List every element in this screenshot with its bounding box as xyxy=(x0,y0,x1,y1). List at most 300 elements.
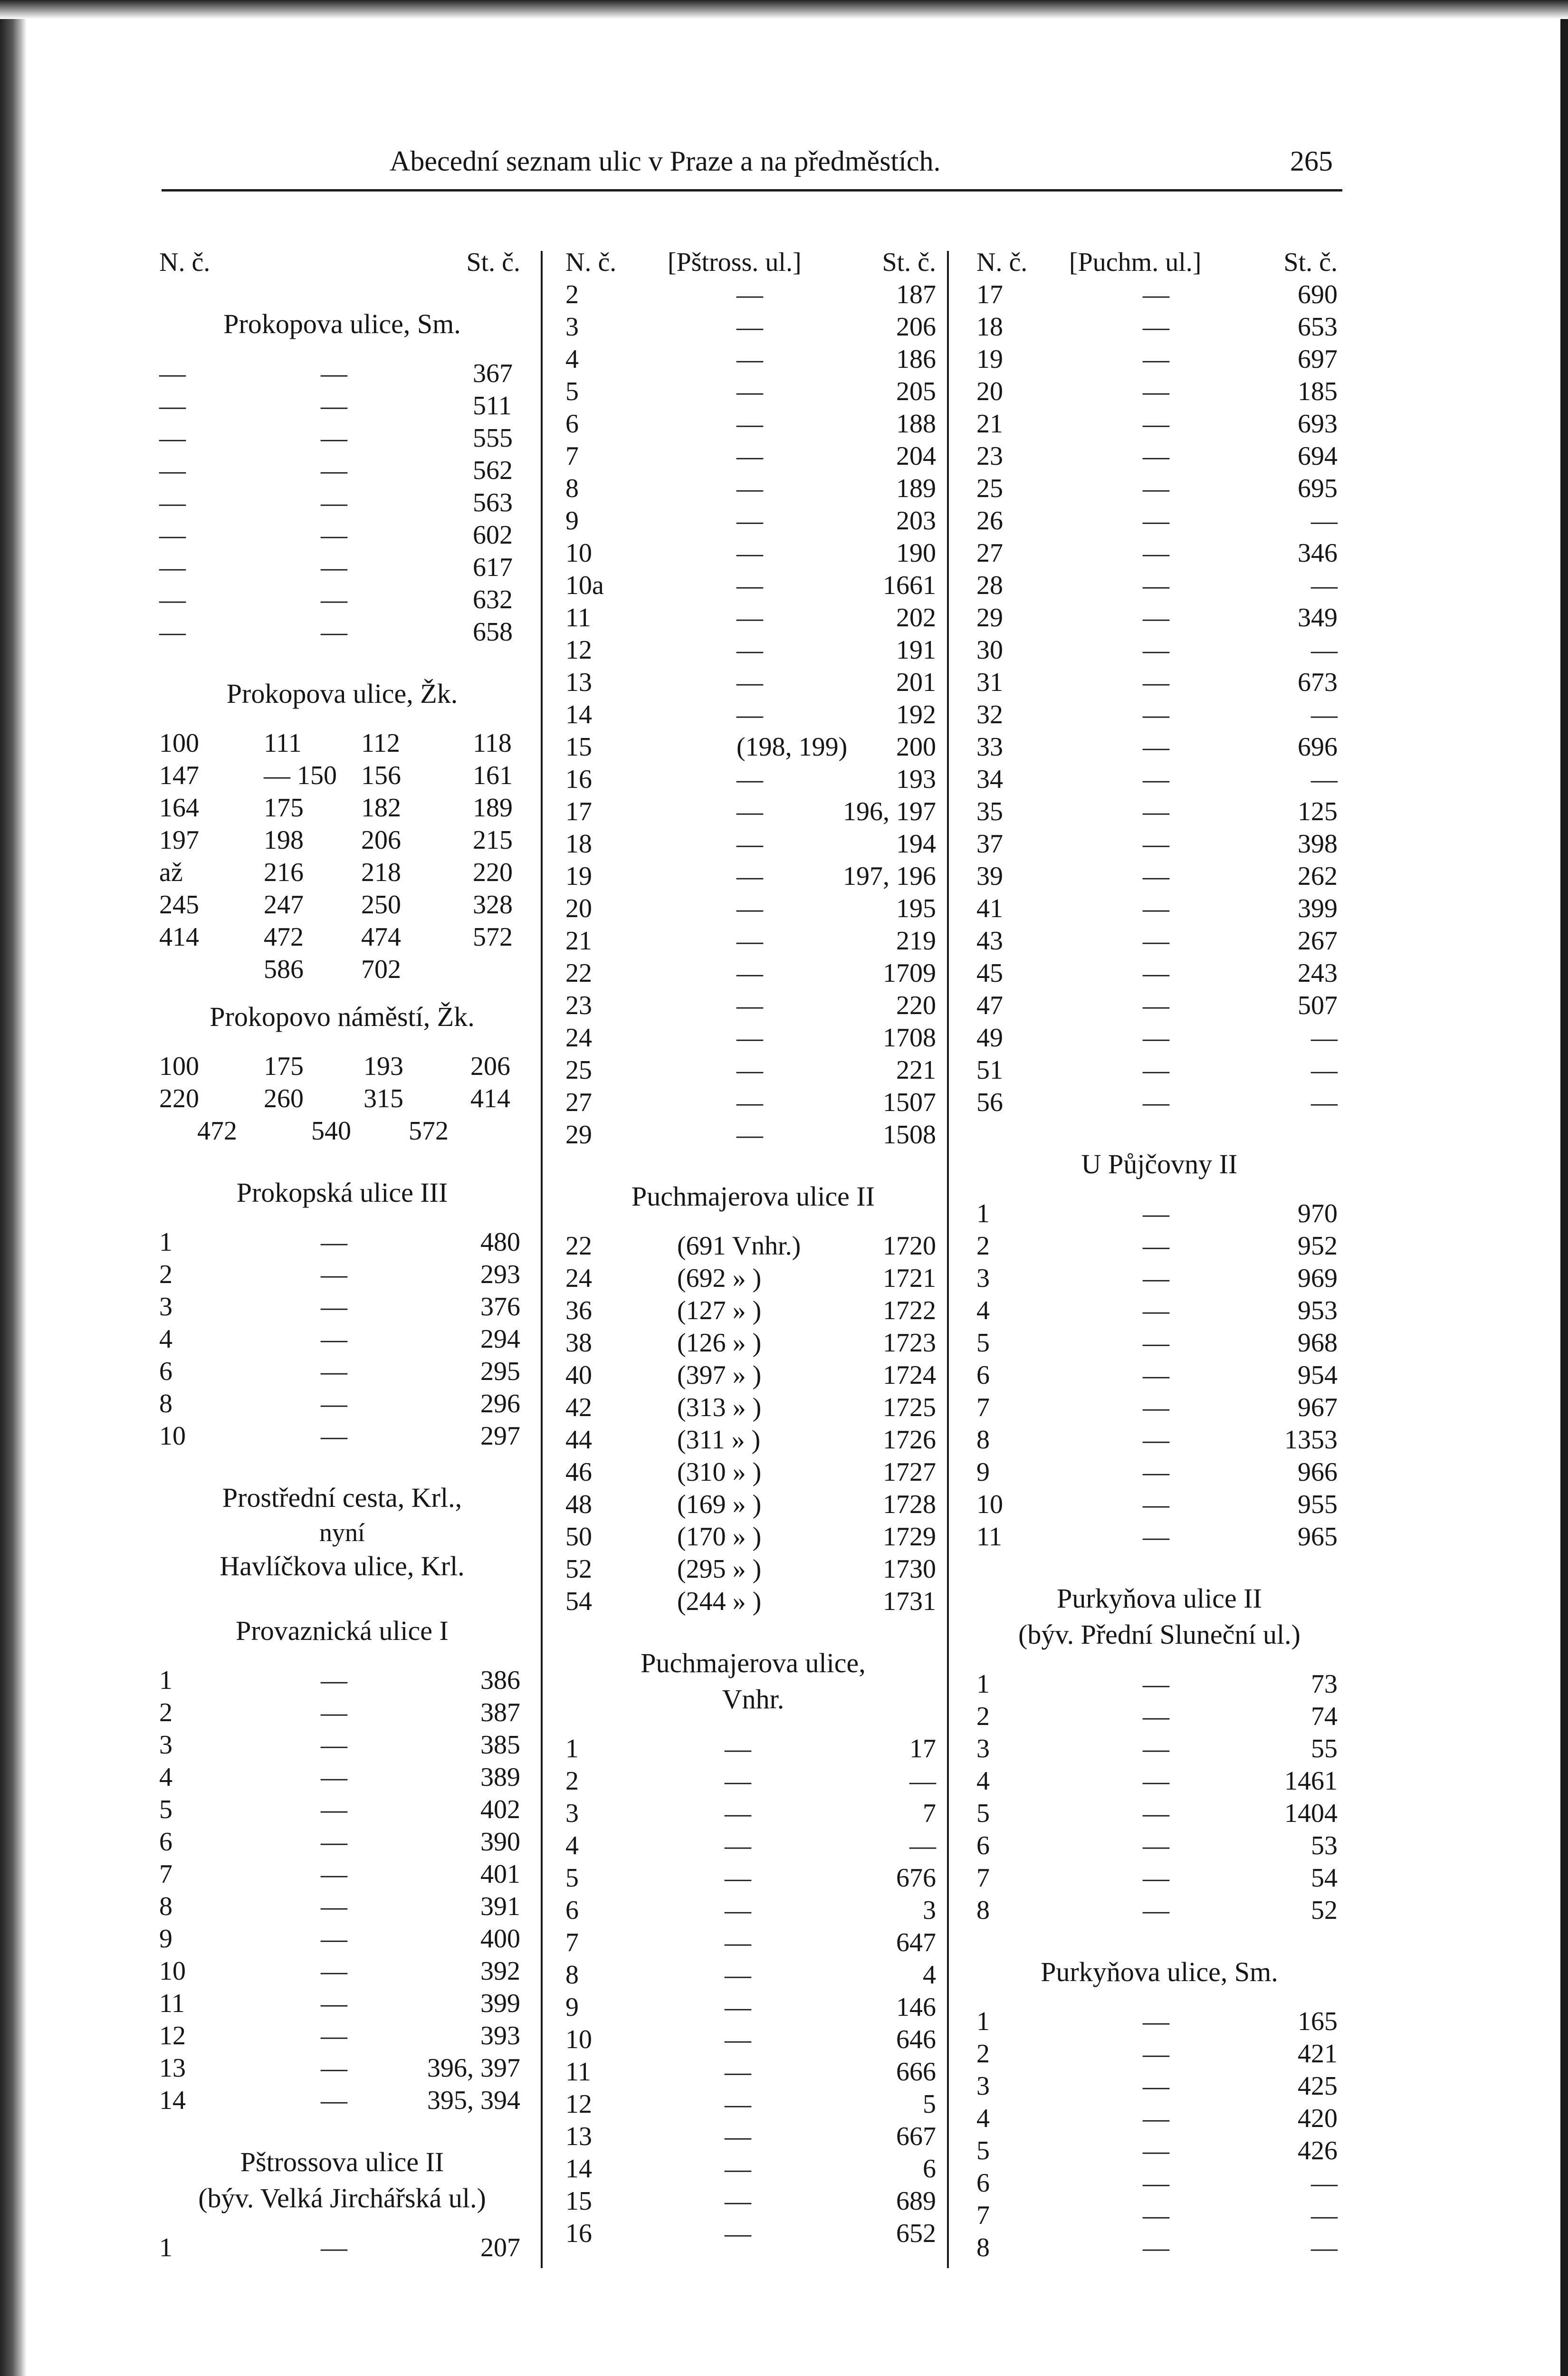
list-item xyxy=(976,409,1342,441)
street-continuation-label: [Pštross. ul.] xyxy=(668,248,802,277)
list-item xyxy=(976,603,1342,635)
dash: — xyxy=(1143,1264,1169,1293)
stc-value: — xyxy=(1311,2233,1338,2262)
prokopova-zk-grid xyxy=(159,728,525,987)
nc-value: 5 xyxy=(976,2136,990,2165)
section-title: Purkyňova ulice, Sm. xyxy=(1041,1956,1278,1987)
dash: — xyxy=(159,359,186,388)
dash: — xyxy=(725,2089,751,2119)
spacer xyxy=(159,714,525,728)
stc-value: 1661 xyxy=(883,571,936,600)
nc-value: 1 xyxy=(159,1666,172,1695)
stc-value: — xyxy=(1311,1055,1338,1085)
list-item xyxy=(159,1859,525,1891)
stc-label: St. č. xyxy=(882,248,936,277)
stc-value: 1726 xyxy=(883,1425,936,1455)
dash: — xyxy=(321,1956,347,1986)
dash: — xyxy=(1143,765,1169,794)
dash: — xyxy=(1143,1799,1169,1828)
stc-value: 1724 xyxy=(883,1360,936,1390)
nc-value: 7 xyxy=(976,1863,990,1893)
stc-value: — xyxy=(1311,506,1338,536)
nc-value: 27 xyxy=(565,1088,592,1117)
stc-value: 425 xyxy=(1298,2071,1338,2101)
pujcovny-list xyxy=(976,1198,1342,1554)
stc-value: 393 xyxy=(480,2021,520,2050)
stc-value: 53 xyxy=(1311,1831,1338,1860)
list-item xyxy=(565,1295,941,1328)
column-1 xyxy=(159,247,525,2265)
nc-value: 26 xyxy=(976,506,1003,536)
dash: — xyxy=(736,894,763,923)
stc-value: 400 xyxy=(480,1924,520,1954)
dash: — xyxy=(321,1989,347,2018)
stc-value: 389 xyxy=(480,1763,520,1792)
grid-cell: 472 xyxy=(197,1116,237,1146)
stc-value: 390 xyxy=(480,1827,520,1857)
list-item xyxy=(976,1830,1342,1863)
nc-value: 3 xyxy=(159,1730,172,1760)
provaznicka-list xyxy=(159,1665,525,2117)
stc-value: 146 xyxy=(896,1993,936,2022)
dash: — xyxy=(736,635,763,665)
list-item xyxy=(159,1292,525,1324)
list-item xyxy=(976,1895,1342,1927)
stc-value: 695 xyxy=(1298,474,1338,503)
dash: — xyxy=(159,617,186,647)
stc-value: 192 xyxy=(896,700,936,729)
stc-value: 696 xyxy=(1298,732,1338,762)
dash: — xyxy=(321,1730,347,1760)
nc-value: 21 xyxy=(976,409,1003,439)
list-item xyxy=(565,635,941,667)
stc-value: 658 xyxy=(473,617,513,647)
list-item xyxy=(976,2136,1342,2168)
dash: — xyxy=(736,991,763,1020)
list-item xyxy=(565,441,941,473)
stc-value: 952 xyxy=(1298,1231,1338,1261)
grid-cell: 220 xyxy=(473,858,513,887)
list-item xyxy=(565,1895,941,1927)
list-item xyxy=(976,312,1342,344)
dash: — xyxy=(1143,797,1169,826)
list-item xyxy=(565,2186,941,2218)
nc-value: 2 xyxy=(159,1260,172,1289)
nc-value: 11 xyxy=(565,603,591,632)
nc-value: 5 xyxy=(976,1799,990,1828)
stc-value: 507 xyxy=(1298,991,1338,1020)
nc-value: 7 xyxy=(976,2201,990,2230)
stc-value: 295 xyxy=(480,1357,520,1386)
section-title: Prokopova ulice, Sm. xyxy=(223,308,461,339)
nc-value: 14 xyxy=(159,2086,186,2115)
nc-value: 5 xyxy=(159,1795,172,1824)
dash: (295 » ) xyxy=(677,1554,762,1584)
stc-value: 392 xyxy=(480,1956,520,1986)
spacer xyxy=(976,1554,1342,1582)
section-title: Puchmajerova ulice, xyxy=(641,1648,866,1678)
dash: — xyxy=(321,1227,347,1257)
stc-value: 202 xyxy=(896,603,936,632)
nc-value: 2 xyxy=(159,1698,172,1727)
column-divider-2 xyxy=(947,251,949,2268)
grid-row xyxy=(159,1083,525,1116)
list-item xyxy=(976,2103,1342,2136)
dash: (397 » ) xyxy=(677,1360,762,1390)
dash: — xyxy=(321,1795,347,1824)
dash: — xyxy=(736,1023,763,1053)
list-item xyxy=(976,1522,1342,1554)
list-item xyxy=(565,1830,941,1863)
grid-cell: 100 xyxy=(159,728,199,758)
list-item xyxy=(976,2039,1342,2071)
nc-value: 49 xyxy=(976,1023,1003,1053)
stc-value: 367 xyxy=(473,359,513,388)
dash: — xyxy=(1143,603,1169,632)
nc-value: 4 xyxy=(976,2104,990,2133)
grid-row xyxy=(159,1051,525,1083)
grid-cell: 328 xyxy=(473,890,513,920)
list-item xyxy=(159,391,525,423)
dash: — xyxy=(736,829,763,859)
stc-label: St. č. xyxy=(1283,248,1338,277)
column-head xyxy=(976,247,1342,279)
list-item xyxy=(565,1522,941,1554)
nc-value: 51 xyxy=(976,1055,1003,1085)
nc-value: 2 xyxy=(565,1766,579,1796)
dash: — xyxy=(736,862,763,891)
list-item xyxy=(565,2024,941,2057)
stc-value: 1722 xyxy=(883,1296,936,1325)
nc-value: 35 xyxy=(976,797,1003,826)
list-item xyxy=(565,1457,941,1489)
nc-value: 10 xyxy=(159,1956,186,1986)
nc-value: 6 xyxy=(976,1831,990,1860)
list-item xyxy=(565,2089,941,2121)
grid-cell: 189 xyxy=(473,793,513,823)
grid-row xyxy=(159,825,525,857)
list-item xyxy=(159,617,525,649)
stc-value: 970 xyxy=(1298,1199,1338,1228)
dash: (313 » ) xyxy=(677,1393,762,1422)
grid-cell: 198 xyxy=(264,825,304,855)
grid-cell: 216 xyxy=(264,858,304,887)
dash: — xyxy=(736,700,763,729)
list-item xyxy=(976,732,1342,764)
list-item xyxy=(565,1554,941,1586)
dash: — xyxy=(1143,1896,1169,1925)
list-item xyxy=(159,1697,525,1730)
grid-cell: 702 xyxy=(361,955,401,984)
nc-value: 9 xyxy=(976,1457,990,1487)
nc-value: 48 xyxy=(565,1490,592,1519)
stc-value: 1721 xyxy=(883,1264,936,1293)
dash: — xyxy=(736,474,763,503)
nc-label: N. č. xyxy=(976,248,1028,277)
list-item xyxy=(976,1295,1342,1328)
nc-value: 4 xyxy=(159,1763,172,1792)
nc-value: 12 xyxy=(565,2089,592,2119)
stc-value: 1353 xyxy=(1284,1425,1338,1455)
dash: — xyxy=(1143,668,1169,697)
list-item xyxy=(565,409,941,441)
stc-value: — xyxy=(1311,700,1338,729)
nc-value: 44 xyxy=(565,1425,592,1455)
dash: — xyxy=(725,1863,751,1893)
grid-cell: 414 xyxy=(159,922,199,952)
list-item xyxy=(565,538,941,570)
dash: (691 Vnhr.) xyxy=(677,1231,801,1261)
list-item xyxy=(976,2071,1342,2103)
list-item xyxy=(976,376,1342,409)
list-item xyxy=(976,1766,1342,1798)
stc-value: — xyxy=(1311,1023,1338,1053)
nc-value: 1 xyxy=(159,1227,172,1257)
nc-value: 15 xyxy=(565,2186,592,2216)
nc-value: 24 xyxy=(565,1264,592,1293)
stc-value: 376 xyxy=(480,1292,520,1322)
list-item xyxy=(565,1960,941,1992)
stc-value: 204 xyxy=(896,441,936,471)
stc-value: 196, 197 xyxy=(843,797,936,826)
stc-value: 293 xyxy=(480,1260,520,1289)
stc-value: — xyxy=(1311,635,1338,665)
stc-value: 195 xyxy=(896,894,936,923)
stc-value: 201 xyxy=(896,668,936,697)
nc-value: 12 xyxy=(159,2021,186,2050)
dash: — xyxy=(736,1088,763,1117)
stc-value: 694 xyxy=(1298,441,1338,471)
dash: — xyxy=(321,1324,347,1354)
stc-value: 1461 xyxy=(1284,1766,1338,1796)
dash: (169 » ) xyxy=(677,1490,762,1519)
grid-cell: 206 xyxy=(361,825,401,855)
list-item xyxy=(565,2218,941,2251)
list-item xyxy=(565,1055,941,1087)
dash: — xyxy=(159,488,186,517)
nc-value: 3 xyxy=(565,1799,579,1828)
dash: — xyxy=(1143,1522,1169,1552)
stc-value: 1723 xyxy=(883,1328,936,1358)
stc-value: 617 xyxy=(473,553,513,582)
dash: — xyxy=(1143,1023,1169,1053)
stc-value: 653 xyxy=(1298,312,1338,342)
list-item xyxy=(976,538,1342,570)
stc-value: 426 xyxy=(1298,2136,1338,2165)
nc-value: 2 xyxy=(976,1702,990,1731)
list-item xyxy=(976,1425,1342,1457)
list-item xyxy=(976,1087,1342,1120)
nc-value: 31 xyxy=(976,668,1003,697)
stc-value: 667 xyxy=(896,2122,936,2151)
dash: — xyxy=(1143,312,1169,342)
list-item xyxy=(976,2006,1342,2039)
stc-value: — xyxy=(1311,765,1338,794)
nc-value: 1 xyxy=(159,2233,172,2262)
dash: — xyxy=(725,2219,751,2248)
stc-value: 267 xyxy=(1298,926,1338,956)
dash: — xyxy=(1143,2007,1169,2036)
nc-value: 25 xyxy=(565,1055,592,1085)
nc-value: 29 xyxy=(565,1120,592,1150)
grid-cell: 586 xyxy=(264,955,304,984)
dash: — xyxy=(321,359,347,388)
nc-value: 52 xyxy=(565,1554,592,1584)
page-top-shadow xyxy=(0,0,1568,19)
stc-value: 3 xyxy=(923,1896,936,1925)
dash: — xyxy=(1143,926,1169,956)
section-title: Prokopova ulice, Žk. xyxy=(226,678,458,709)
nc-value: 32 xyxy=(976,700,1003,729)
stc-value: 203 xyxy=(896,506,936,536)
list-item xyxy=(159,1827,525,1859)
stc-value: 965 xyxy=(1298,1522,1338,1552)
dash: — xyxy=(321,1827,347,1857)
dash: — xyxy=(725,2025,751,2054)
list-item xyxy=(976,635,1342,667)
nc-value: 14 xyxy=(565,2154,592,2184)
nc-value: 18 xyxy=(565,829,592,859)
list-item xyxy=(976,667,1342,699)
stc-value: 294 xyxy=(480,1324,520,1354)
dash: — xyxy=(1143,635,1169,665)
stc-value: 165 xyxy=(1298,2007,1338,2036)
nc-value: 4 xyxy=(976,1766,990,1796)
stc-value: 197, 196 xyxy=(843,862,936,891)
spacer xyxy=(159,1453,525,1482)
stc-value: 955 xyxy=(1298,1490,1338,1519)
nc-value: 6 xyxy=(159,1357,172,1386)
list-item xyxy=(159,1730,525,1762)
prokopovo-namesti-grid xyxy=(159,1051,525,1116)
nc-value: 6 xyxy=(565,1896,579,1925)
grid-cell: 474 xyxy=(361,922,401,952)
nc-value: 12 xyxy=(565,635,592,665)
spacer xyxy=(159,649,525,678)
stc-value: 1404 xyxy=(1284,1799,1338,1828)
list-item xyxy=(976,1863,1342,1895)
nc-value: 6 xyxy=(565,409,579,439)
dash: — xyxy=(1143,571,1169,600)
nc-value: 10 xyxy=(565,2025,592,2054)
grid-cell: 572 xyxy=(473,922,513,952)
grid-row xyxy=(159,728,525,760)
nc-value: 3 xyxy=(976,1264,990,1293)
nc-value: 27 xyxy=(976,538,1003,568)
dash: — xyxy=(1143,2039,1169,2069)
grid-cell: 215 xyxy=(473,825,513,855)
grid-row xyxy=(159,954,525,987)
list-item xyxy=(565,2154,941,2186)
stc-value: 693 xyxy=(1298,409,1338,439)
nc-value: 10a xyxy=(565,571,604,600)
nc-value: 7 xyxy=(565,1928,579,1957)
dash: — xyxy=(321,1292,347,1322)
nc-value: 1 xyxy=(976,1669,990,1699)
grid-cell: až xyxy=(159,858,183,887)
dash: — xyxy=(725,2122,751,2151)
dash: (198, 199) xyxy=(736,732,848,762)
nc-value: 16 xyxy=(565,765,592,794)
list-item xyxy=(976,1360,1342,1392)
list-item xyxy=(565,1360,941,1392)
spacer xyxy=(976,1120,1342,1148)
grid-cell: 220 xyxy=(159,1084,199,1113)
list-item xyxy=(976,1701,1342,1734)
nc-value: 50 xyxy=(565,1522,592,1552)
list-item xyxy=(565,603,941,635)
grid-cell: 472 xyxy=(264,922,304,952)
dash: — xyxy=(1143,1490,1169,1519)
list-item xyxy=(159,1762,525,1794)
stc-value: 207 xyxy=(480,2233,520,2262)
grid-cell: 206 xyxy=(470,1052,510,1081)
stc-value: 189 xyxy=(896,474,936,503)
running-header xyxy=(162,145,1342,190)
dash: — xyxy=(321,391,347,421)
grid-row xyxy=(159,793,525,825)
dash: (126 » ) xyxy=(677,1328,762,1358)
dash: — xyxy=(1143,1296,1169,1325)
nc-value: 46 xyxy=(565,1457,592,1487)
stc-value: 420 xyxy=(1298,2104,1338,2133)
list-item xyxy=(159,1259,525,1292)
list-item xyxy=(159,2085,525,2117)
column-3 xyxy=(976,247,1342,2265)
nc-value: 5 xyxy=(565,1863,579,1893)
list-item xyxy=(159,1421,525,1453)
dash: — xyxy=(736,571,763,600)
dash: — xyxy=(736,409,763,439)
stc-value: 1720 xyxy=(883,1231,936,1261)
list-item xyxy=(159,2021,525,2053)
stc-value: 73 xyxy=(1311,1669,1338,1699)
stc-value: 296 xyxy=(480,1389,520,1418)
list-item xyxy=(565,570,941,603)
spacer xyxy=(159,344,525,358)
spacer xyxy=(159,1586,525,1615)
dash: — xyxy=(736,926,763,956)
dash: — xyxy=(725,1831,751,1860)
dash: — xyxy=(1143,2104,1169,2133)
dash: — xyxy=(736,345,763,374)
list-item xyxy=(159,455,525,488)
list-item xyxy=(976,1055,1342,1087)
stc-value: 220 xyxy=(896,991,936,1020)
nc-value: 6 xyxy=(159,1827,172,1857)
dash: — xyxy=(1143,829,1169,859)
list-item xyxy=(976,1231,1342,1263)
nc-value: 2 xyxy=(565,280,579,309)
dash: — xyxy=(1143,345,1169,374)
stc-value: — xyxy=(1311,571,1338,600)
dash: — xyxy=(1143,1088,1169,1117)
dash: — xyxy=(1143,2201,1169,2230)
dash: — xyxy=(1143,2071,1169,2101)
dash: — xyxy=(321,1421,347,1451)
list-item xyxy=(976,2168,1342,2200)
nc-value: 6 xyxy=(976,2168,990,2198)
list-item xyxy=(565,926,941,958)
pstrossova-continuation-list xyxy=(565,279,941,1152)
nc-value: 11 xyxy=(159,1989,185,2018)
nc-value: 13 xyxy=(565,2122,592,2151)
dash: (170 » ) xyxy=(677,1522,762,1552)
dash: — xyxy=(1143,1360,1169,1390)
dash: — xyxy=(321,423,347,453)
nc-value: 21 xyxy=(565,926,592,956)
dash: — xyxy=(1143,1425,1169,1455)
